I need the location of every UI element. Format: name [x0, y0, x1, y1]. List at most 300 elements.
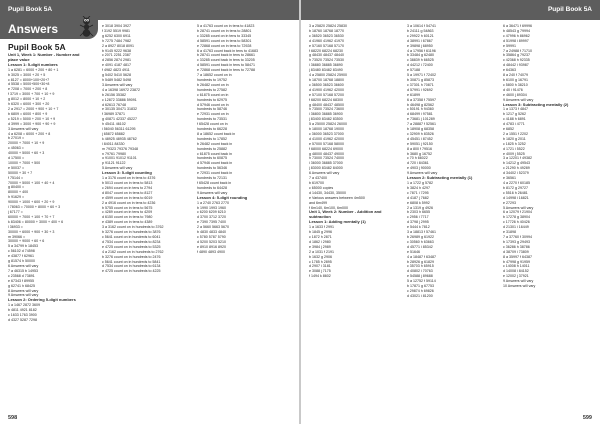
answer-line: b 17393 g 29493: [503, 239, 530, 244]
answer-line: b 1990 1993 1960: [197, 205, 226, 210]
answer-line: b 18760 18768 18770: [309, 28, 344, 33]
answer-line: 1 a 1722 g 5782: [407, 181, 433, 185]
answer-line: 3 a 10614 f 54741: [407, 24, 436, 28]
answer-line: e 50037 =: [8, 165, 25, 170]
section-heading: place value: [8, 56, 30, 62]
answer-line: j 83400 83482 83500: [309, 117, 343, 122]
answer-line: 5 Answers will vary: [503, 205, 534, 210]
right-page: [301, 0, 600, 424]
answer-line: b 4811 4921 8182: [8, 308, 37, 313]
answer-line: d 40802 i 70763: [407, 269, 433, 274]
answer-line: g 6252 6300 6911: [102, 33, 131, 38]
answer-line: g 48430 48437 48440: [309, 53, 344, 58]
answer-line: 9 Answers will vary: [503, 97, 534, 102]
answer-line: b 48543 g 79994: [503, 28, 530, 33]
right-page-number: 599: [582, 415, 592, 421]
answer-line: m 39066 =: [8, 234, 26, 239]
answer-line: d 62613 76748: [102, 102, 126, 107]
answer-line: b 18908 g 68358: [407, 127, 434, 132]
answer-line: d 68499 i 97581: [407, 112, 433, 117]
answer-line: d 40 i 91476: [503, 87, 523, 92]
answer-line: c 17726 h 40426: [503, 220, 530, 225]
answer-line: d 4327 5287 7298: [8, 317, 37, 322]
answer-line: c 1785 h 2895: [309, 259, 332, 264]
section-heading: Lesson 2: Ordering 5-digit numbers: [8, 297, 76, 303]
answer-line: f 6m140, 6m100, 6m000: [309, 205, 348, 210]
answer-line: c 33285 count back in tens to 33205: [197, 58, 255, 63]
answer-line: d 41960 41962 41970: [309, 38, 344, 43]
answer-line: k 83406 = 80000 + 3000 + 400 + 6: [8, 219, 64, 224]
answer-line: c 36500 36523 36600: [309, 82, 344, 87]
answer-line: d 5200 5203 5210: [197, 239, 226, 244]
answer-line: 80000 + 400: [8, 190, 29, 195]
answer-line: b 35864 g 79237: [503, 53, 530, 58]
answer-line: c 7871 i 7295: [407, 190, 429, 195]
answer-line: c 37301 h 70871: [407, 82, 434, 87]
answer-line: 3 a 25820 25824 25830: [309, 24, 347, 28]
answer-line: c 14008 h 14011: [503, 264, 530, 269]
answer-line: 6 a 41763 count back in tens to 41683: [197, 48, 258, 53]
answer-line: d 17500 =: [8, 156, 25, 161]
answer-line: c 4188 h 6891: [503, 117, 526, 122]
answer-line: g 48400 48437 48500: [309, 102, 344, 107]
answer-line: c 70 h 66022: [407, 156, 428, 161]
answer-line: c 42368 h 92335: [503, 58, 530, 63]
answer-line: 3 a 18813 f 57461: [407, 230, 436, 235]
answer-line: d 57946 count on in: [197, 102, 229, 107]
answer-line: e 6852: [503, 127, 514, 132]
answer-line: b 6100 g 16791: [503, 77, 528, 82]
answer-line: f 68200 68224 68300: [309, 97, 343, 102]
answer-line: b 619700: [309, 181, 324, 185]
answer-line: d 57946 count back in: [197, 161, 233, 166]
answer-line: e 39898 j 68950: [407, 43, 433, 48]
answer-line: 5 a 34799 b 18453: [8, 244, 38, 249]
answer-line: b 6809 = 6000 + 800 + 9: [8, 111, 48, 116]
answer-line: j 65872 65882: [102, 131, 125, 136]
answer-line: d 51998 i 89997: [503, 38, 529, 43]
answer-line: 4 a 17956 f 61196: [407, 48, 436, 53]
answer-line: g 80400 =: [8, 185, 25, 190]
answer-line: c 5800 h 38210: [503, 82, 528, 87]
answer-line: 60000 + 7000 + 100 + 70 + 7: [8, 214, 55, 219]
section-heading: subtraction: [309, 214, 331, 220]
answer-line: 8 a 240 f 74079: [503, 73, 528, 78]
answer-line: 3 a 12201 f 49382: [503, 156, 532, 161]
section-heading: Lesson 4: 5-digit rounding: [197, 194, 248, 200]
answer-line: d 45451 i 87452: [407, 136, 433, 141]
answer-line: 6 a 37358 f 75597: [407, 97, 436, 102]
left-header-label: Pupil Book 5A: [8, 6, 53, 13]
answer-line: 3 Answers will vary: [8, 126, 39, 131]
answer-line: g 62741 h 68425: [8, 283, 35, 288]
answer-line: 7 a 28887 f 52561: [407, 122, 436, 127]
answer-line: b 3276 count on in hundreds to 3876: [102, 230, 161, 235]
answer-line: f 3719 = 3000 + 700 + 10 + 9: [8, 92, 55, 97]
section-heading: Lesson 1: 5-digit numbers: [8, 61, 58, 67]
answer-line: b 26482 count back in: [197, 141, 233, 146]
answer-line: e 4009 j 5525: [503, 151, 525, 156]
answer-line: d 14998 i 16821: [503, 195, 529, 200]
section-heading: Lesson 3: 5-digit counting: [102, 170, 152, 176]
right-column-3: [503, 24, 595, 406]
answer-line: d 21301 i 16449: [503, 225, 529, 230]
answer-line: 10 Answers will vary: [503, 284, 536, 289]
answer-line: c 32909 h 83526: [407, 131, 434, 136]
section-heading: Lesson 3: Subtracting mentally (2): [503, 101, 569, 107]
answer-line: e 3984 j 2989: [309, 244, 331, 249]
answer-line: hundreds to 62975: [197, 97, 227, 102]
answer-line: c 6200 6209 6210: [197, 210, 226, 215]
answer-line: b 4830 4833 4840: [197, 230, 226, 235]
answer-line: 30000 + 9000 + 60 + 6: [8, 239, 45, 244]
answer-line: d 6150 count on in tens to 7980: [102, 215, 153, 220]
section-heading: Lesson 2: Subtracting mentally (1): [407, 175, 473, 181]
answer-line: 4 a 6208 = 6000 + 200 + 8: [8, 131, 51, 136]
answer-line: c 4289 count on in tens to 4209: [102, 210, 153, 215]
answer-line: 6 Answers will vary: [309, 171, 340, 176]
answer-line: d 3798 j 2995: [407, 220, 429, 225]
answer-line: b 5755 count on in tens to 5675: [102, 205, 153, 210]
answer-line: 1 a 3176 count on in tens to 4376: [102, 176, 156, 181]
answer-line: 5 a 25000 25824 26000: [309, 122, 347, 127]
answer-line: c 33285 count on in tens to 33345: [197, 33, 252, 38]
answer-line: c 56102 d 74598: [8, 249, 35, 254]
answer-line: 7 a 24988 f 71710: [503, 48, 532, 53]
answer-line: 4 a 16398 16972 23872: [102, 87, 140, 92]
ant-mascot-icon: [76, 16, 96, 38]
answer-line: e 12002 j 37921: [503, 274, 529, 279]
answer-line: e 5444 k 7812: [407, 225, 430, 230]
answer-line: 9 Answers will vary: [407, 171, 438, 176]
answer-line: e 30135 30471 31832: [102, 107, 137, 112]
left-page-header: [0, 0, 299, 20]
answer-line: c 29922 h 60121: [407, 33, 434, 38]
answer-line: c 35703 h 65915: [407, 264, 434, 269]
answer-line: k 48925 48935 48762: [102, 136, 137, 141]
answer-line: e 3088 j 7175: [309, 269, 331, 274]
right-page-header: [301, 0, 600, 20]
left-column-3: [197, 24, 293, 406]
answer-line: h 6320 = 6000 + 300 + 20: [8, 102, 50, 107]
right-column-1: [309, 24, 401, 406]
left-page: [0, 0, 299, 424]
answer-line: c 1633 1763 3900: [8, 313, 37, 318]
answer-line: hundreds to 73531: [197, 117, 227, 122]
answer-line: e 73681 j 101289: [407, 117, 435, 122]
answer-line: d 14008 i 84152: [503, 269, 529, 274]
answer-line: d 14430, 34430, 35000: [309, 190, 346, 195]
answer-line: e 3018 3904 3927: [102, 24, 131, 28]
answer-line: d 720 i 84361: [407, 161, 429, 166]
answer-line: 4 a 25800 25824 25900: [309, 73, 347, 78]
answer-line: b 28926 g 61829: [407, 259, 434, 264]
answer-line: 6 Answers will vary: [8, 263, 39, 268]
answer-line: c 29874 h 69826: [407, 288, 434, 293]
answer-line: e 4389 count on in tens to 4389: [102, 220, 153, 225]
answer-line: b 18700 18768 18800: [309, 77, 344, 82]
answer-line: e 67343 f 89955: [8, 278, 34, 283]
answer-line: c 65000 copies: [309, 185, 334, 190]
answer-line: b 30871 g 85873: [407, 77, 434, 82]
answer-line: hundreds to 66228: [197, 127, 227, 132]
answer-line: i 36800 36885 36900: [309, 112, 343, 117]
answer-line: b 3824 h 4297: [407, 185, 430, 190]
answer-line: c 47996 h 86962: [503, 33, 530, 38]
answer-line: d 38709 i 73809: [503, 249, 529, 254]
answer-line: 1 a 1373 f 4847: [503, 107, 528, 112]
answer-line: d 7534 count on in hundreds to 8234: [102, 239, 161, 244]
answer-line: c 61875 count back in: [197, 151, 232, 156]
answer-line: 2 a 1031 f 2191: [309, 249, 334, 254]
answer-line: h 5489 5482 5498: [102, 77, 131, 82]
answer-line: 40000 + 5000 + 60 + 3: [8, 151, 45, 156]
answer-line: j 83000 83482 84000: [309, 166, 343, 171]
answer-line: hundreds to 64428: [197, 185, 227, 190]
left-column-2: [102, 24, 192, 406]
answer-line: e 4600 j 89304: [503, 92, 527, 97]
answer-line: b 14212 g 49543: [503, 161, 530, 166]
answer-line: f 65428 count back in: [197, 181, 232, 185]
answer-line: e 4903 j 90000: [407, 166, 431, 171]
answer-line: 50000 + 30 + 7: [8, 170, 33, 175]
answer-line: i 36880 36885 36890: [309, 63, 343, 68]
answer-line: d 3700 3712 3720: [197, 215, 226, 220]
answer-line: 5 a 19971 f 72402: [407, 73, 436, 78]
answer-line: 6 a 36471 f 69996: [503, 24, 532, 28]
answer-line: f 68000 68224 69000: [309, 146, 343, 151]
answer-line: m 79323 79376 79348: [102, 146, 138, 151]
answer-line: 2 a 1319 g 4926: [407, 205, 433, 210]
answer-line: l 84011 84330: [102, 141, 125, 146]
answer-line: e 72868 count on in tens to 72928: [197, 43, 252, 48]
answer-line: d 57991 i 92692: [407, 87, 433, 92]
answer-line: d 45771 i 85342: [407, 244, 433, 249]
answer-line: 7 a 46315 b 14953: [8, 268, 38, 273]
answer-line: e 57100 57168 57200: [309, 92, 344, 97]
answer-line: d 7534 count on in hundreds to 6134: [102, 264, 161, 269]
answer-line: e 57188: [407, 68, 420, 73]
answer-line: d 3999 = 3000 + 900 + 90 + 9: [8, 121, 56, 126]
answer-line: b 3025 = 3000 + 20 + 5: [8, 72, 46, 77]
answer-line: b 17278 g 38904: [503, 215, 530, 220]
answer-line: 1 a 1633 f 2991: [309, 225, 334, 230]
answer-line: 90000 + 1000 + 600 + 20 + 9: [8, 200, 55, 205]
answer-line: f 75144 =: [8, 175, 24, 180]
section-heading: Unit 1, Week 1: Number - Number and: [8, 52, 80, 57]
answer-line: b 1845 g 2996: [309, 230, 332, 235]
answer-line: d 2907 i 3181: [309, 264, 331, 269]
answer-line: 4 a 2162 count on in hundreds to 2762: [102, 249, 164, 254]
answer-line: 2 a 4916 count on in tens to 4236: [102, 200, 156, 205]
answer-line: c 5516 h 26481: [503, 190, 528, 195]
answer-line: c 5780 5787 5790: [197, 234, 226, 239]
answer-line: d 44212 i 72400: [407, 63, 433, 68]
answer-line: hundreds to 27582: [197, 87, 227, 92]
answer-line: b 24111 g 54863: [407, 28, 434, 33]
answer-line: g 8012 = 8000 + 10 + 2: [8, 97, 46, 102]
answer-line: d 48442 i 93987: [503, 63, 529, 68]
answer-line: and 6m499: [309, 200, 327, 205]
answer-line: c 23568 d 73891: [8, 273, 35, 278]
answer-line: b 26156 35382: [102, 92, 126, 97]
answer-line: hundreds to 60875: [197, 156, 227, 161]
answer-line: b 8172 g 29727: [503, 185, 528, 190]
answer-line: e 51646: [407, 249, 420, 254]
answer-line: f 36989 37871: [102, 112, 125, 117]
answer-line: d 8047 count on in tens to 8127: [102, 190, 153, 195]
answer-line: h 91629 =: [8, 195, 25, 200]
answer-line: h 45411 46102: [102, 122, 126, 127]
answer-line: o 91001 91012 91101: [102, 156, 137, 161]
answer-line: b 1820 g 2011: [503, 136, 526, 141]
answer-line: e 7208 = 7000 + 200 + 8: [8, 87, 48, 92]
answer-line: e 36561: [503, 176, 516, 181]
answer-line: f 3192 5519 9981: [102, 28, 130, 33]
answer-line: c 36286 h 38786: [503, 244, 530, 249]
answer-line: 10000 + 7000 + 500: [8, 160, 41, 165]
left-column-1: [8, 42, 96, 406]
answer-line: e 59051 j 92150: [407, 141, 433, 146]
answer-line: c 61875 count on in: [197, 92, 229, 97]
answer-line: c 2694 count on in tens to 2794: [102, 185, 153, 190]
answer-line: e 4725 count on in hundreds to 5325: [102, 244, 161, 249]
answer-line: d 2856 2874 2981: [102, 58, 131, 63]
answer-line: 3 a 3162 count on in hundreds to 3762: [102, 225, 164, 230]
answer-line: 7 a 437400: [309, 176, 327, 181]
answer-line: 9 Answers will vary: [197, 190, 228, 195]
answer-line: g 40871 42337 45227: [102, 117, 137, 122]
answer-line: d 41000 41962 42000: [309, 136, 344, 141]
answer-line: f 4982 4823 4911: [102, 68, 130, 73]
answer-line: b 28741 count on in tens to 28801: [197, 28, 252, 33]
section-heading: Unit 1, Week 2: Number - Addition and: [309, 209, 382, 215]
answer-line: b 3680 g 16752: [407, 151, 432, 156]
answer-line: e 31898: [503, 230, 516, 235]
answer-line: c 30560 h 63663: [407, 239, 434, 244]
answer-line: b 26482 count on in: [197, 82, 229, 87]
answer-line: 5 a 41763 count on in tens to 41823: [197, 24, 255, 28]
answer-line: 7 a 37760 f 30994: [503, 234, 532, 239]
answer-line: i 78063 = 70000 + 8000 + 60 + 3: [8, 205, 61, 210]
answer-line: n 79761 79980: [102, 151, 126, 156]
answer-line: hundreds to 56346: [197, 166, 227, 171]
answer-line: b 2303 h 6655: [407, 210, 430, 215]
answer-line: e 72931 count back in: [197, 171, 233, 176]
answer-line: f 65428 count on in: [197, 122, 228, 127]
answer-line: c 36000 36523 37000: [309, 131, 344, 136]
answer-line: 20000 + 7000 + 10 + 9: [8, 141, 45, 146]
answer-line: f 1494 k 8602: [309, 274, 331, 279]
answer-line: c 45063 =: [8, 146, 24, 151]
answer-line: 70000 + 5000 + 100 + 40 + 4: [8, 180, 55, 185]
answer-line: c 1872 h 2871: [309, 234, 332, 239]
answer-line: 5 a 12752 f 59114: [407, 279, 436, 284]
answer-line: b 1217 g 5262: [503, 112, 526, 117]
answer-line: 2 a 2917 = 2000 + 900 + 10 + 7: [8, 106, 59, 111]
answer-line: d 5538 = 5000+500+30+8: [8, 82, 50, 87]
answer-line: b 5013 count on in tens to 5813: [102, 181, 153, 185]
answer-line: d 43021 i 81200: [407, 293, 433, 298]
answer-line: 5 Answers will vary: [102, 166, 133, 171]
answer-line: e 57000 57168 58000: [309, 141, 344, 146]
answer-line: c 21290 h 49289: [503, 166, 530, 171]
answer-line: g 81574 h 50000: [8, 259, 35, 264]
answer-line: b 47998 g 91959: [503, 259, 530, 264]
answer-line: 9 Answers will vary: [8, 293, 39, 298]
answer-line: c 1825 h 3252: [503, 141, 526, 146]
answer-line: e 54588 j 89688: [407, 274, 433, 279]
answer-line: e 59991: [503, 43, 516, 48]
left-page-number: 598: [8, 415, 18, 421]
answer-line: p 91121 91122: [102, 161, 126, 166]
answer-line: hundreds to 72131: [197, 176, 227, 181]
answer-line: b 17871 g 67753: [407, 284, 434, 289]
answer-line: g 5402 5410 5628: [102, 73, 131, 78]
answer-line: e 4725 count on in hundreds to 4225: [102, 269, 161, 274]
answer-line: hundreds to 17852: [197, 136, 227, 141]
answer-line: c 12872 33886 59091: [102, 97, 137, 102]
answer-line: e 57160 57168 57170: [309, 43, 344, 48]
answer-line: 9 Answers will vary: [503, 279, 534, 284]
answer-line: 1 a 6281 = 6000 + 200 + 80 + 1: [8, 67, 59, 72]
answer-line: 4 a 2270 f 60185: [503, 181, 530, 185]
answer-line: b 28741 count back in tens to 28661: [197, 53, 255, 58]
answer-line: d 38991 i 67867: [407, 38, 433, 43]
answer-line: f 4890 4893 4900: [197, 249, 225, 254]
answer-line: c 36520 36523 36530: [309, 33, 344, 38]
answer-line: d 34402 i 52379: [503, 171, 529, 176]
answer-line: e 72931 count on in: [197, 112, 229, 117]
answer-line: hundreds to 19752: [197, 77, 227, 82]
answer-line: 3 Answers will vary: [102, 82, 133, 87]
answer-line: e 72868 count back in tens to 72788: [197, 68, 255, 73]
answer-line: b 1632 g 2906: [309, 254, 332, 259]
answer-line: 8 Answers will vary: [8, 288, 39, 293]
answer-line: e 43877 f 62961: [8, 254, 34, 259]
answer-line: b 18000 18768 19000: [309, 127, 344, 132]
answer-line: e 64363: [503, 68, 516, 73]
answer-line: b 33484 g 62480: [407, 53, 434, 58]
answer-line: e 27293: [503, 200, 516, 205]
answer-line: 30000 + 6000 + 900 + 30 + 3: [8, 229, 55, 234]
answer-line: 7 a 18652 count on in: [197, 73, 232, 78]
answer-line: g 48000 48437 49000: [309, 151, 344, 156]
answer-line: 2 a 5660 5663 5670: [197, 225, 229, 230]
answer-line: c 50191 h 94360: [407, 107, 434, 112]
answer-line: l 36933 =: [8, 224, 23, 229]
answer-line: h 7275 7484 7982: [102, 38, 131, 43]
answer-line: c 2071 2251 2387: [102, 53, 131, 58]
answer-line: b 26989 g 61922: [407, 234, 434, 239]
answer-line: 1 a 1467 2872 3609: [8, 303, 40, 308]
answer-line: j 83480 83482 83490: [309, 68, 343, 73]
answer-line: c 2956 i 7717: [407, 215, 429, 220]
answer-line: h 73500 73524 73600: [309, 107, 344, 112]
answer-line: c 5219 = 5000 + 200 + 10 + 9: [8, 116, 56, 121]
answer-line: 4 a 18487 f 63487: [407, 254, 436, 259]
answer-line: 2 a 1551 f 2202: [503, 131, 528, 136]
answer-line: b 3276 count on in hundreds to 2476: [102, 254, 161, 259]
answer-line: d 58591 count back in tens to 58471: [197, 63, 255, 68]
answer-line: b 9145 9222 9638: [102, 48, 131, 53]
answer-line: c 38839 h 66525: [407, 58, 434, 63]
answer-line: i 36000 36885 37000: [309, 161, 343, 166]
answer-line: d 1721 i 5522: [503, 146, 525, 151]
answer-line: e 4091 4187 4817: [102, 63, 131, 68]
answer-line: i 56040 56311 61295: [102, 127, 136, 132]
answer-line: e 6808 k 5992: [407, 200, 430, 205]
